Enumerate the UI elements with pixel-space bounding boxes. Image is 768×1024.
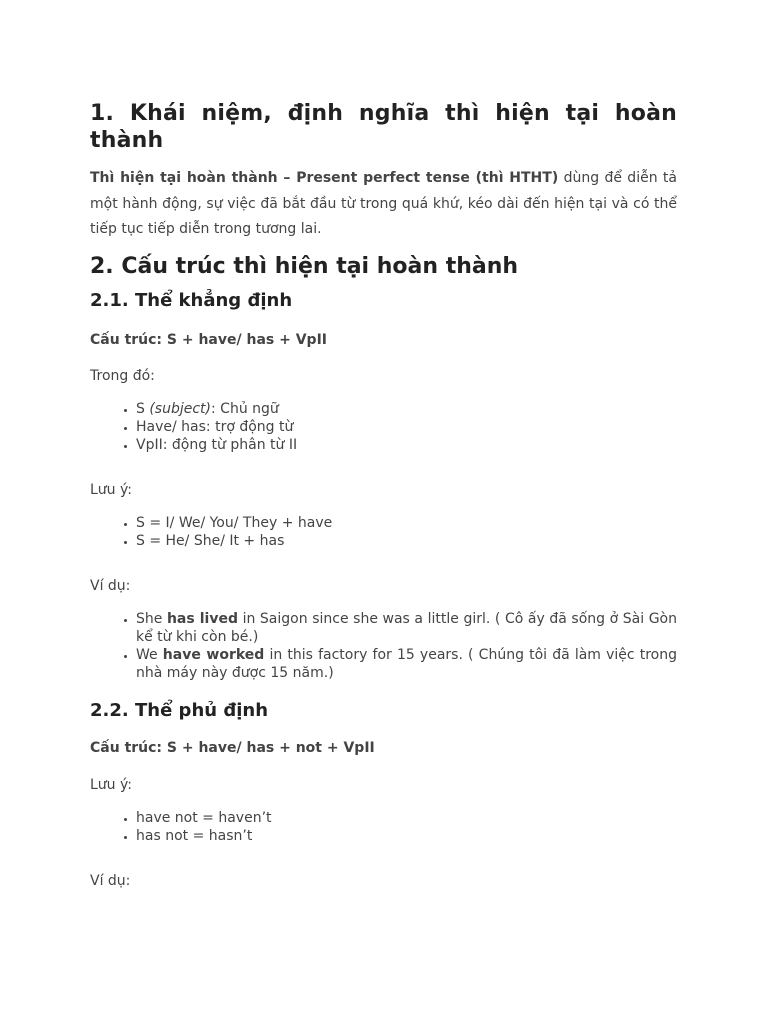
note-label: Lưu ý: [90,481,132,498]
list-item: • We have worked in this factory for 15 years. ( Chúng tôi đã làm việc trong nhà máy này được 15 năm.) [136,646,677,682]
notes-list [90,514,677,550]
list-item: • S = He/ She/ It + has [136,532,677,550]
examples-list [90,610,677,682]
heading-negative: 2.2. Thể phủ định [90,699,269,721]
document-page [90,100,677,894]
heading-structure: 2. Cấu trúc thì hiện tại hoàn thành [90,253,519,279]
intro-bold-term: Thì hiện tại hoàn thành – Present perfect tense (thì HTHT) [90,170,559,186]
list-item: • S (subject): Chủ ngữ [136,400,677,418]
where-label: Trong đó: [90,367,155,384]
heading-affirmative: 2.1. Thể khẳng định [90,289,293,311]
intro-paragraph [90,166,677,243]
negative-structure: Cấu trúc: S + have/ has + not + VpII [90,739,375,756]
intro-text: dùng để diễn tả một hành động, sự việc đã bắt đầu từ trong quá khứ, kéo dài đến hiện tại và có thể tiếp tục tiếp diễn trong tương lai. [90,170,677,237]
negative-note-label: Lưu ý: [90,776,132,793]
definitions-list [90,400,677,454]
list-item: • have not = haven’t [136,809,677,827]
list-item: • has not = hasn’t [136,827,677,845]
list-item: • Have/ has: trợ động từ [136,418,677,436]
negative-notes-list [90,809,677,845]
list-item: • She has lived in Saigon since she was a little girl. ( Cô ấy đã sống ở Sài Gòn kể từ khi còn bé.) [136,610,677,646]
negative-example-label: Ví dụ: [90,872,131,889]
heading-definition: 1. Khái niệm, định nghĩa thì hiện tại hoàn thành [90,101,677,153]
example-label: Ví dụ: [90,577,131,594]
list-item: • S = I/ We/ You/ They + have [136,514,677,532]
list-item: • VpII: động từ phân từ II [136,436,677,454]
affirmative-structure: Cấu trúc: S + have/ has + VpII [90,331,327,348]
